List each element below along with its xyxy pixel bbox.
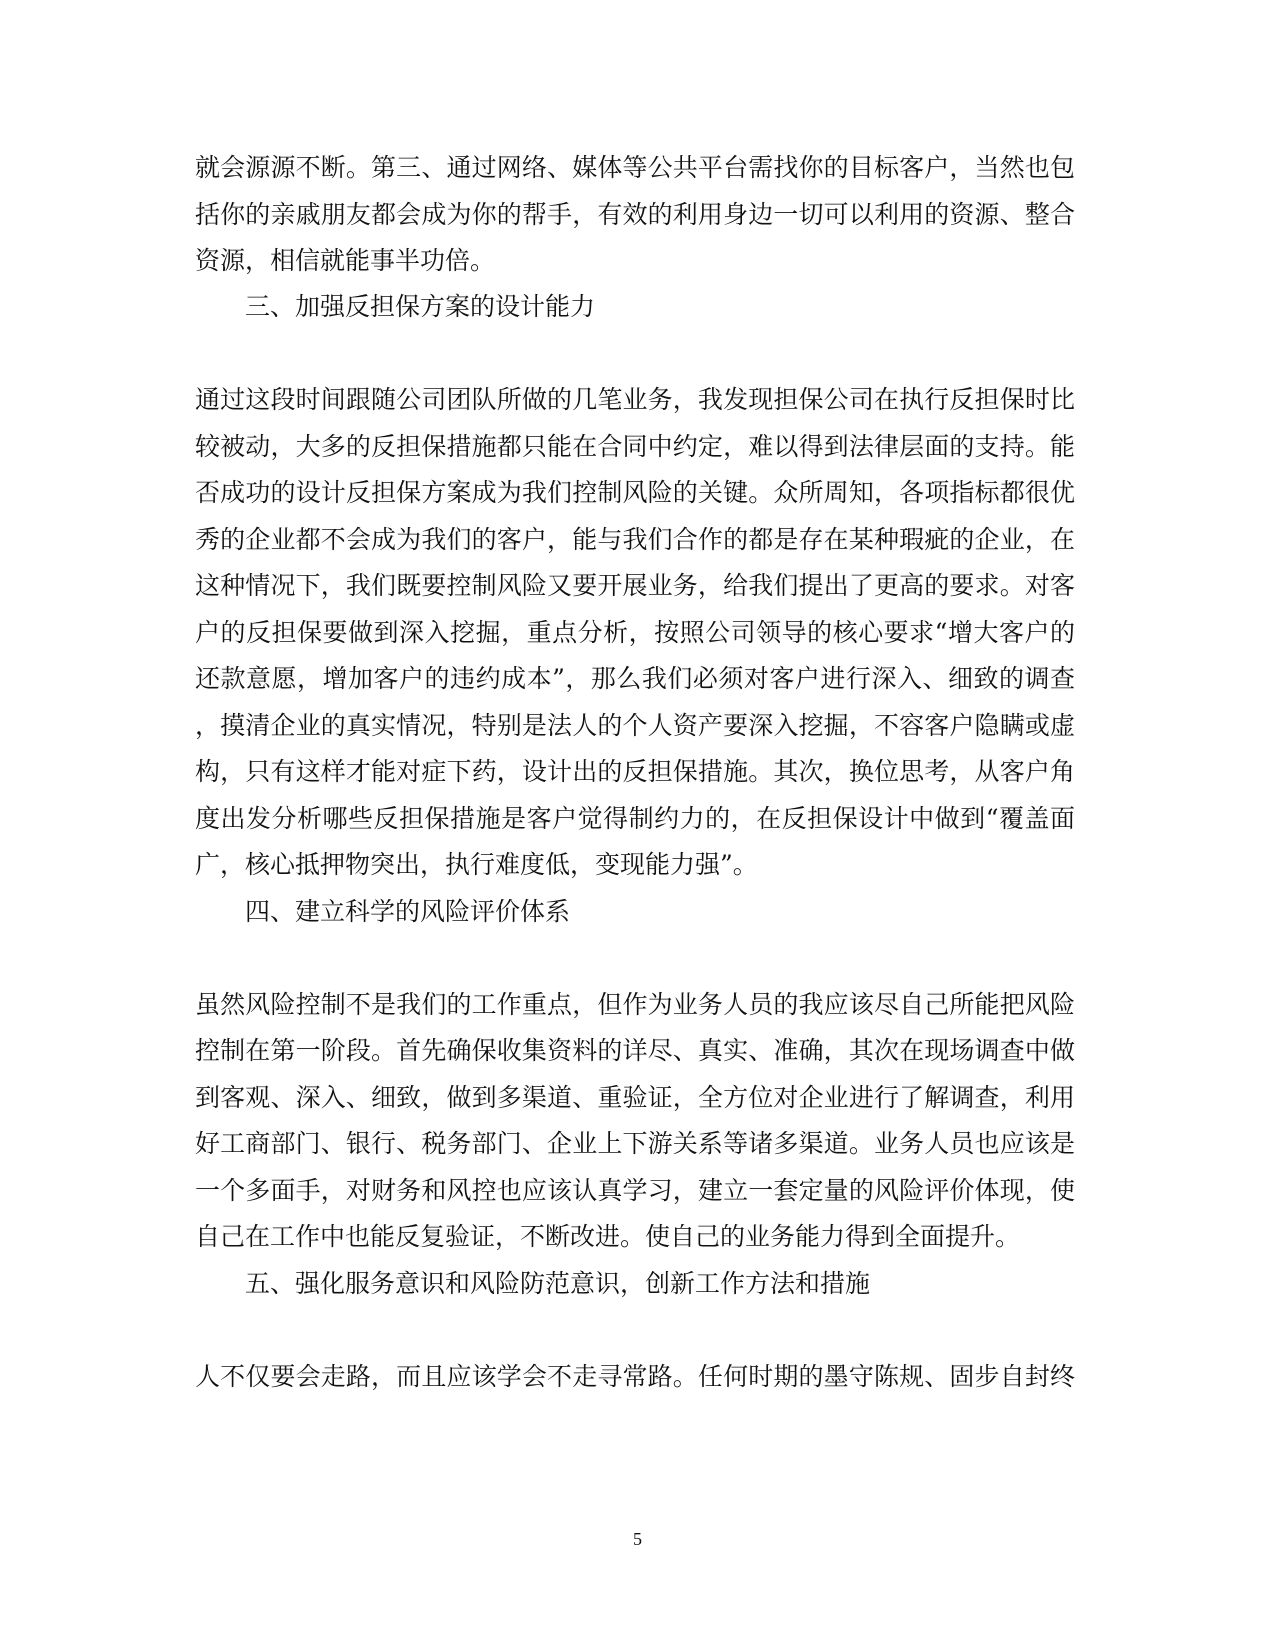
- page-number: 5: [633, 1529, 642, 1549]
- body-text-line: 否成功的设计反担保方案成为我们控制风险的关键。众所周知，各项指标都很优: [195, 478, 1075, 507]
- body-text-line: 虽然风险控制不是我们的工作重点，但作为业务人员的我应该尽自己所能把风险: [195, 990, 1075, 1019]
- body-text-line: 人不仅要会走路，而且应该学会不走寻常路。任何时期的墨守陈规、固步自封终: [195, 1362, 1075, 1391]
- body-text-line: 这种情况下，我们既要控制风险又要开展业务，给我们提出了更高的要求。对客: [195, 571, 1075, 600]
- body-text-line: ，摸清企业的真实情况，特别是法人的个人资产要深入挖掘，不容客户隐瞒或虚: [195, 711, 1075, 740]
- body-text-line: 好工商部门、银行、税务部门、企业上下游关系等诸多渠道。业务人员也应该是: [195, 1129, 1075, 1158]
- body-text-line: 资源，相信就能事半功倍。: [195, 246, 496, 275]
- body-text-line: 就会源源不断。第三、通过网络、媒体等公共平台需找你的目标客户，当然也包: [195, 153, 1075, 182]
- body-text-line: 一个多面手，对财务和风控也应该认真学习，建立一套定量的风险评价体现，使: [195, 1176, 1075, 1205]
- body-text-line: 还款意愿，增加客户的违约成本”，那么我们必须对客户进行深入、细致的调查: [195, 664, 1075, 693]
- section-heading-4: 四、建立科学的风险评价体系: [245, 897, 571, 926]
- section-heading-3: 三、加强反担保方案的设计能力: [245, 292, 596, 321]
- body-text-line: 户的反担保要做到深入挖掘，重点分析，按照公司领导的核心要求“增大客户的: [195, 618, 1075, 647]
- body-text-line: 到客观、深入、细致，做到多渠道、重验证，全方位对企业进行了解调查，利用: [195, 1083, 1075, 1112]
- body-text-line: 构，只有这样才能对症下药，设计出的反担保措施。其次，换位思考，从客户角: [195, 757, 1075, 786]
- body-text-line: 度出发分析哪些反担保措施是客户觉得制约力的，在反担保设计中做到“覆盖面: [195, 804, 1075, 833]
- body-text-line: 括你的亲戚朋友都会成为你的帮手，有效的利用身边一切可以利用的资源、整合: [195, 200, 1075, 229]
- body-text-line: 通过这段时间跟随公司团队所做的几笔业务，我发现担保公司在执行反担保时比: [195, 385, 1075, 414]
- section-heading-5: 五、强化服务意识和风险防范意识，创新工作方法和措施: [245, 1269, 871, 1298]
- body-text-line: 控制在第一阶段。首先确保收集资料的详尽、真实、准确，其次在现场调查中做: [195, 1036, 1075, 1065]
- body-text-line: 较被动，大多的反担保措施都只能在合同中约定，难以得到法律层面的支持。能: [195, 432, 1075, 461]
- body-text-line: 广，核心抵押物突出，执行难度低，变现能力强”。: [195, 850, 758, 879]
- body-text-line: 秀的企业都不会成为我们的客户，能与我们合作的都是存在某种瑕疵的企业，在: [195, 525, 1075, 554]
- body-text-line: 自己在工作中也能反复验证，不断改进。使自己的业务能力得到全面提升。: [195, 1222, 1021, 1251]
